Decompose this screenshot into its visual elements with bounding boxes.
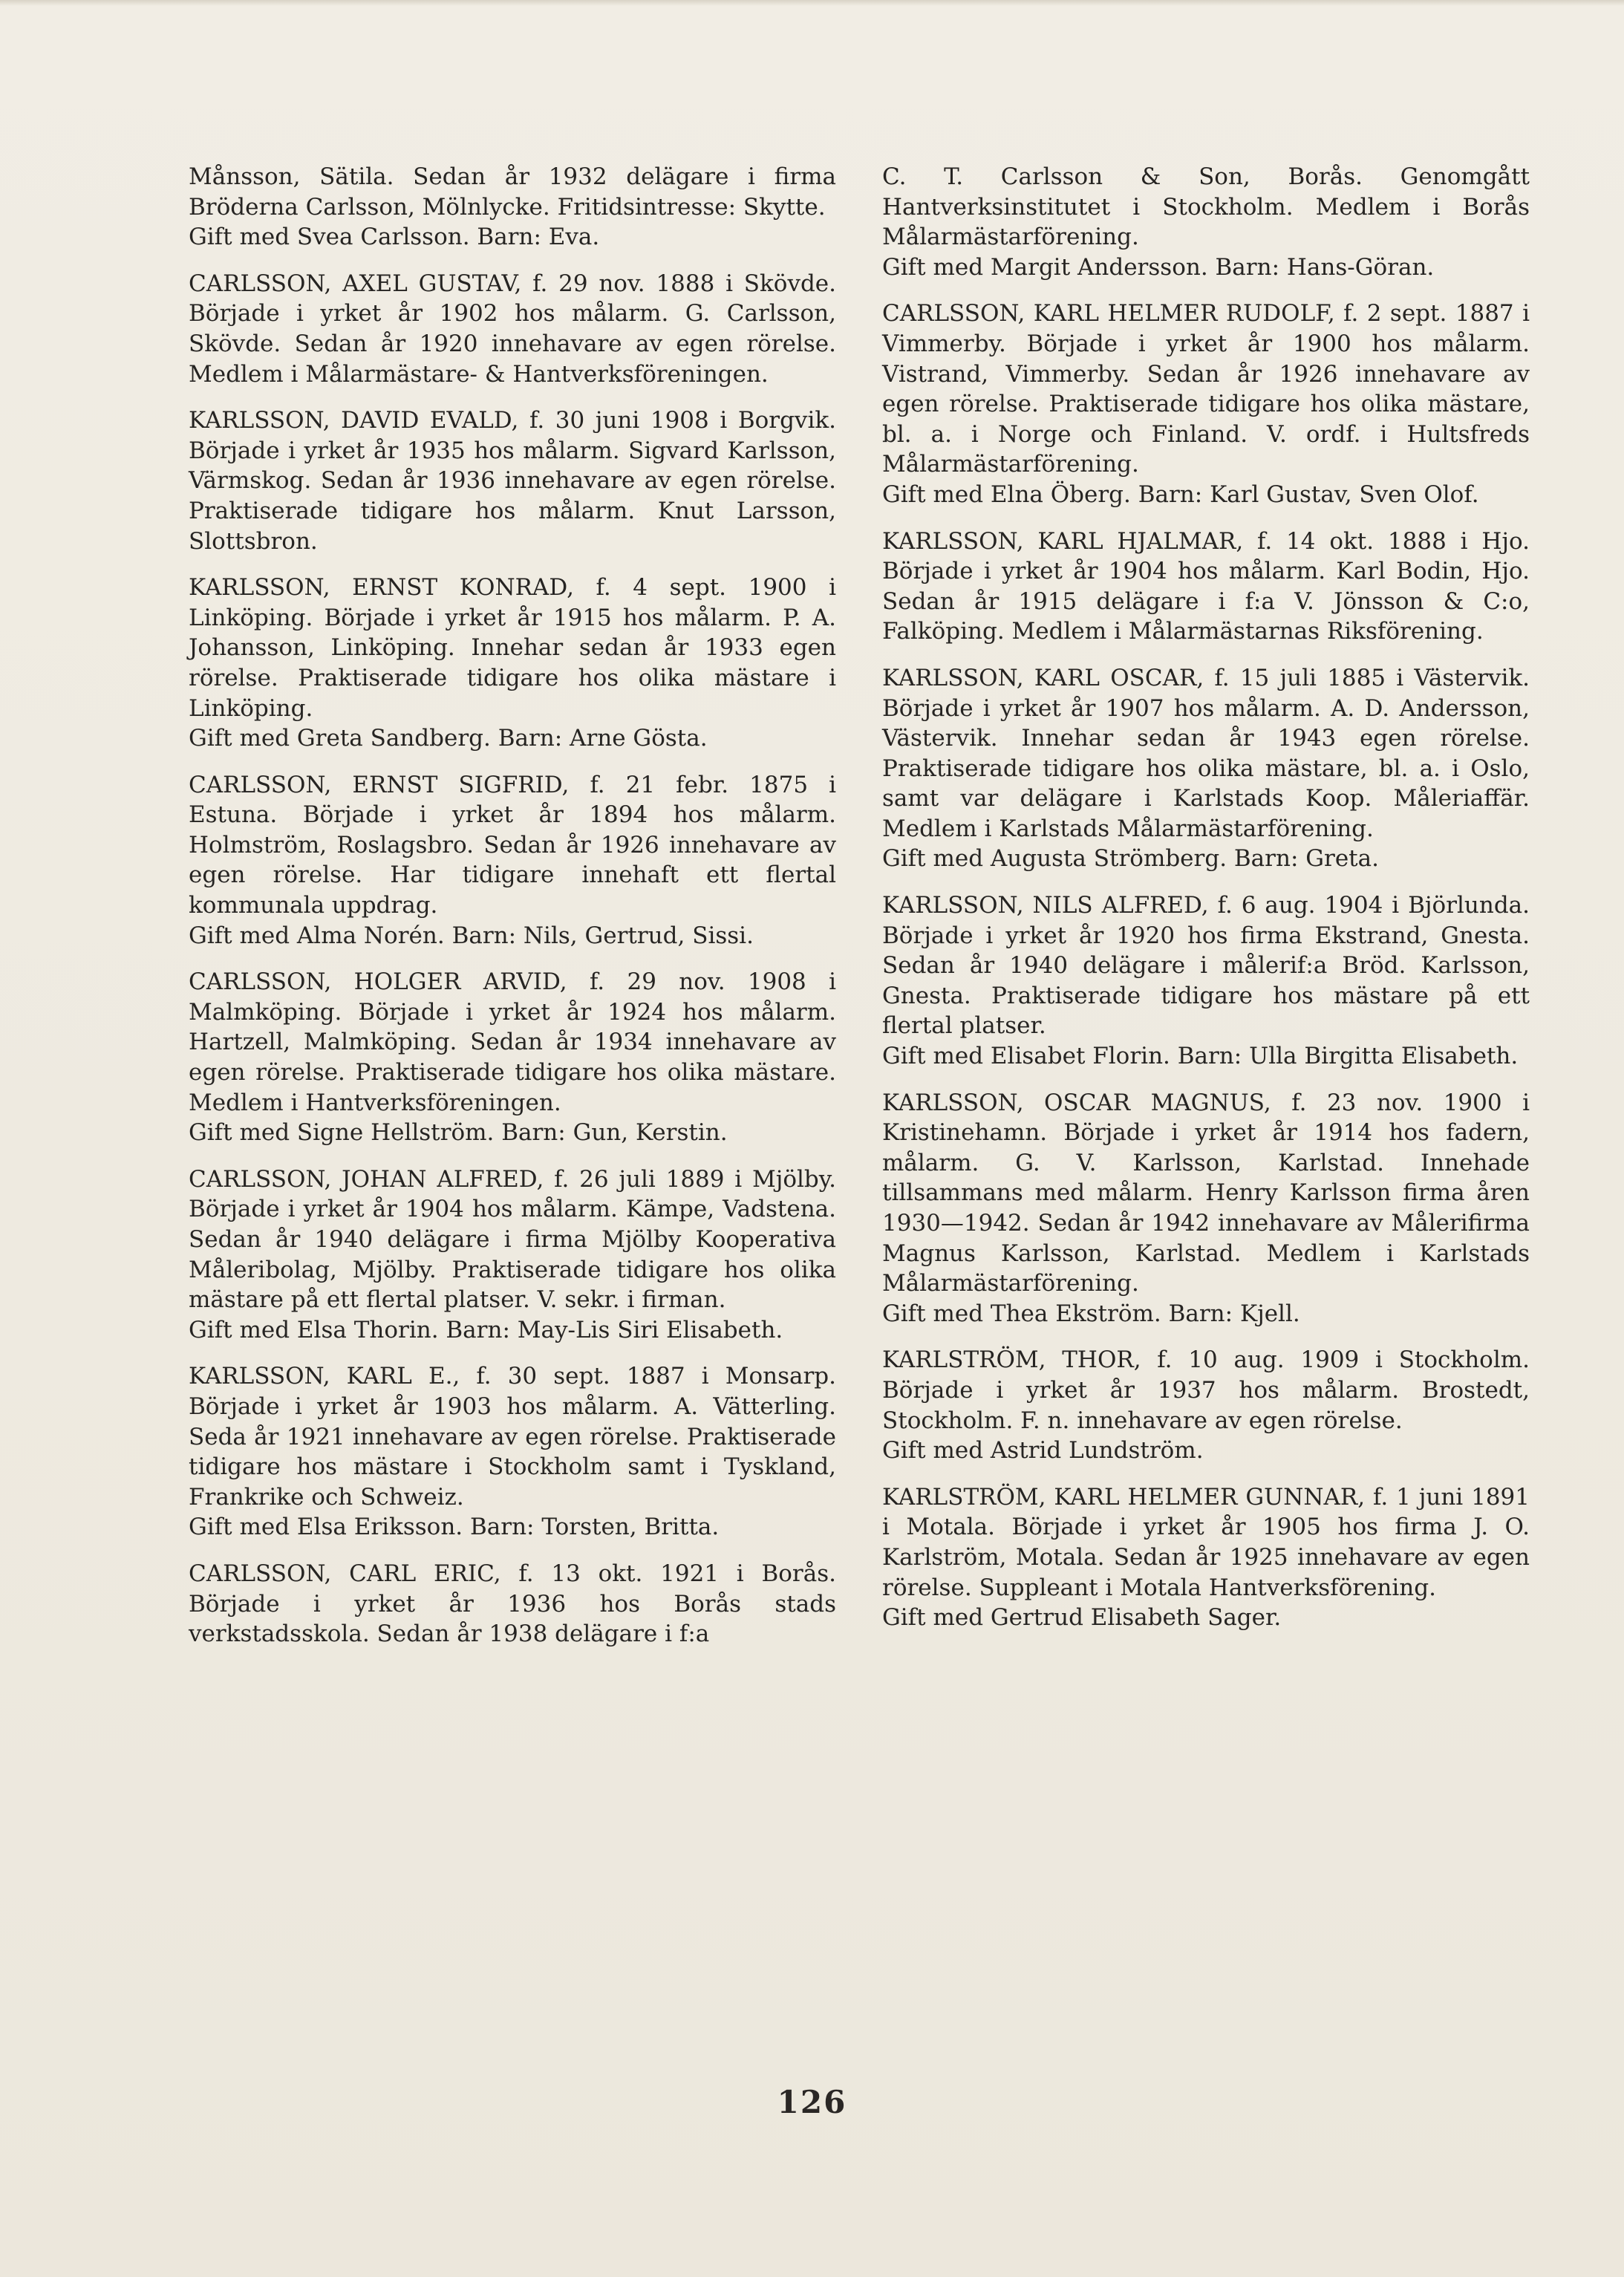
entry-family: Gift med Svea Carlsson. Barn: Eva. <box>189 224 600 251</box>
entry <box>882 1482 1530 1633</box>
entry <box>882 162 1530 282</box>
entry <box>882 1345 1530 1465</box>
entry-family: Gift med Alma Norén. Barn: Nils, Gertrud, Sissi. <box>189 922 754 949</box>
entry-text: CARLSSON, ERNST SIGFRID, f. 21 febr. 1875 i Estuna. Började i yrket år 1894 hos målarm. Holmström, Roslagsbro. Sedan år 1926 innehavare av egen rörelse. Har tidigare innehaft ett flertal kommunala uppdrag. <box>189 771 836 919</box>
entry-family: Gift med Astrid Lundström. <box>882 1437 1204 1465</box>
entry <box>189 1361 836 1543</box>
entry-text: KARLSSON, ERNST KONRAD, f. 4 sept. 1900 i Linköping. Började i yrket år 1915 hos målarm. P. A. Johansson, Linköping. Innehar sedan år 1933 egen rörelse. Praktiserade tidigare hos olika mästare i Linköping. <box>189 574 836 722</box>
page-number: 126 <box>777 2084 847 2120</box>
entry-text: KARLSSON, DAVID EVALD, f. 30 juni 1908 i Borgvik. Började i yrket år 1935 hos målarm. Sigvard Karlsson, Värmskog. Sedan år 1936 innehavare av egen rörelse. Praktiserade tidigare hos målarm. Knut Larsson, Slottsbron. <box>189 407 836 555</box>
entry-family: Gift med Elsa Eriksson. Barn: Torsten, Britta. <box>189 1514 720 1541</box>
entry-text: CARLSSON, KARL HELMER RUDOLF, f. 2 sept. 1887 i Vimmerby. Började i yrket år 1900 hos målarm. Vistrand, Vimmerby. Sedan år 1926 innehavare av egen rörelse. Praktiserade tidigare hos olika mästare, bl. a. i Norge och Finland. V. ordf. i Hultsfreds Målarmästarförening. <box>882 300 1530 478</box>
entry-text: CARLSSON, AXEL GUSTAV, f. 29 nov. 1888 i Skövde. Började i yrket år 1902 hos målarm. G. Carlsson, Skövde. Sedan år 1920 innehavare av egen rörelse. Medlem i Målarmästare- & Hantverksföreningen. <box>189 270 836 388</box>
entry-text: CARLSSON, CARL ERIC, f. 13 okt. 1921 i Borås. Började i yrket år 1936 hos Borås stads verkstadsskola. Sedan år 1938 delägare i f:a <box>189 1560 836 1648</box>
entry-family: Gift med Thea Ekström. Barn: Kjell. <box>882 1300 1300 1327</box>
entry <box>189 269 836 389</box>
entry <box>189 1559 836 1649</box>
entry <box>189 967 836 1148</box>
entry-text: KARLSSON, KARL HJALMAR, f. 14 okt. 1888 i Hjo. Började i yrket år 1904 hos målarm. Karl Bodin, Hjo. Sedan år 1915 delägare i f:a V. Jönsson & C:o, Falköping. Medlem i Målarmästarnas Riksförening. <box>882 527 1530 645</box>
entry-text: KARLSTRÖM, THOR, f. 10 aug. 1909 i Stockholm. Började i yrket år 1937 hos målarm. Brostedt, Stockholm. F. n. innehavare av egen rörelse. <box>882 1346 1530 1434</box>
entry-text: CARLSSON, JOHAN ALFRED, f. 26 juli 1889 i Mjölby. Började i yrket år 1904 hos målarm. Kämpe, Vadstena. Sedan år 1940 delägare i firma Mjölby Kooperativa Måleribolag, Mjölby. Praktiserade tidigare hos olika mästare på ett flertal platser. V. sekr. i firman. <box>189 1165 836 1314</box>
entry-text: Månsson, Sätila. Sedan år 1932 delägare i firma Bröderna Carlsson, Mölnlycke. Fritidsintresse: Skytte. <box>189 163 836 221</box>
entry <box>189 162 836 253</box>
entry-text: KARLSSON, KARL OSCAR, f. 15 juli 1885 i Västervik. Började i yrket år 1907 hos målarm. A. D. Andersson, Västervik. Innehar sedan år 1943 egen rörelse. Praktiserade tidigare hos olika mästare, bl. a. i Oslo, samt var delägare i Karlstads Koop. Måleriaffär. Medlem i Karlstads Målarmästarförening. <box>882 664 1530 842</box>
entry <box>882 663 1530 874</box>
entry <box>882 299 1530 509</box>
page-edge-shadow <box>0 0 1624 6</box>
entry <box>882 527 1530 647</box>
entry-text: KARLSSON, OSCAR MAGNUS, f. 23 nov. 1900 i Kristinehamn. Började i yrket år 1914 hos fadern, målarm. G. V. Karlsson, Karlstad. Innehade tillsammans med målarm. Henry Karlsson firma åren 1930—1942. Sedan år 1942 innehavare av Målerifirma Magnus Karlsson, Karlstad. Medlem i Karlstads Målarmästarförening. <box>882 1089 1530 1297</box>
left-column <box>189 162 836 1666</box>
entry-family: Gift med Elsa Thorin. Barn: May-Lis Siri Elisabeth. <box>189 1316 783 1343</box>
entry-family: Gift med Elisabet Florin. Barn: Ulla Birgitta Elisabeth. <box>882 1043 1519 1070</box>
entry <box>189 1164 836 1346</box>
entry <box>882 1088 1530 1329</box>
entry-text: KARLSSON, NILS ALFRED, f. 6 aug. 1904 i Björlunda. Började i yrket år 1920 hos firma Ekstrand, Gnesta. Sedan år 1940 delägare i målerif:a Bröd. Karlsson, Gnesta. Praktiserade tidigare hos mästare på ett flertal platser. <box>882 892 1530 1040</box>
entry <box>189 770 836 951</box>
entry-family: Gift med Margit Andersson. Barn: Hans-Göran. <box>882 253 1435 281</box>
entry-family: Gift med Greta Sandberg. Barn: Arne Gösta. <box>189 725 708 752</box>
entry-text: CARLSSON, HOLGER ARVID, f. 29 nov. 1908 i Malmköping. Började i yrket år 1924 hos målarm. Hartzell, Malmköping. Sedan år 1934 innehavare av egen rörelse. Praktiserade tidigare hos olika mästare. Medlem i Hantverksföreningen. <box>189 968 836 1116</box>
entry-family: Gift med Elna Öberg. Barn: Karl Gustav, Sven Olof. <box>882 481 1479 508</box>
entry <box>882 890 1530 1072</box>
entry <box>189 405 836 556</box>
right-column <box>882 162 1530 1649</box>
entry-text: KARLSSON, KARL E., f. 30 sept. 1887 i Monsarp. Började i yrket år 1903 hos målarm. A. Vätterling. Seda år 1921 innehavare av egen rörelse. Praktiserade tidigare hos mästare i Stockholm samt i Tyskland, Frankrike och Schweiz. <box>189 1363 836 1511</box>
entry <box>189 573 836 754</box>
entry-family: Gift med Signe Hellström. Barn: Gun, Kerstin. <box>189 1119 728 1147</box>
entry-text: KARLSTRÖM, KARL HELMER GUNNAR, f. 1 juni 1891 i Motala. Började i yrket år 1905 hos firma J. O. Karlström, Motala. Sedan år 1925 innehavare av egen rörelse. Suppleant i Motala Hantverksförening. <box>882 1483 1530 1601</box>
entry-family: Gift med Augusta Strömberg. Barn: Greta. <box>882 845 1379 873</box>
entry-text: C. T. Carlsson & Son, Borås. Genomgått Hantverksinstitutet i Stockholm. Medlem i Borås Målarmästarförening. <box>882 163 1530 251</box>
entry-family: Gift med Gertrud Elisabeth Sager. <box>882 1604 1282 1632</box>
